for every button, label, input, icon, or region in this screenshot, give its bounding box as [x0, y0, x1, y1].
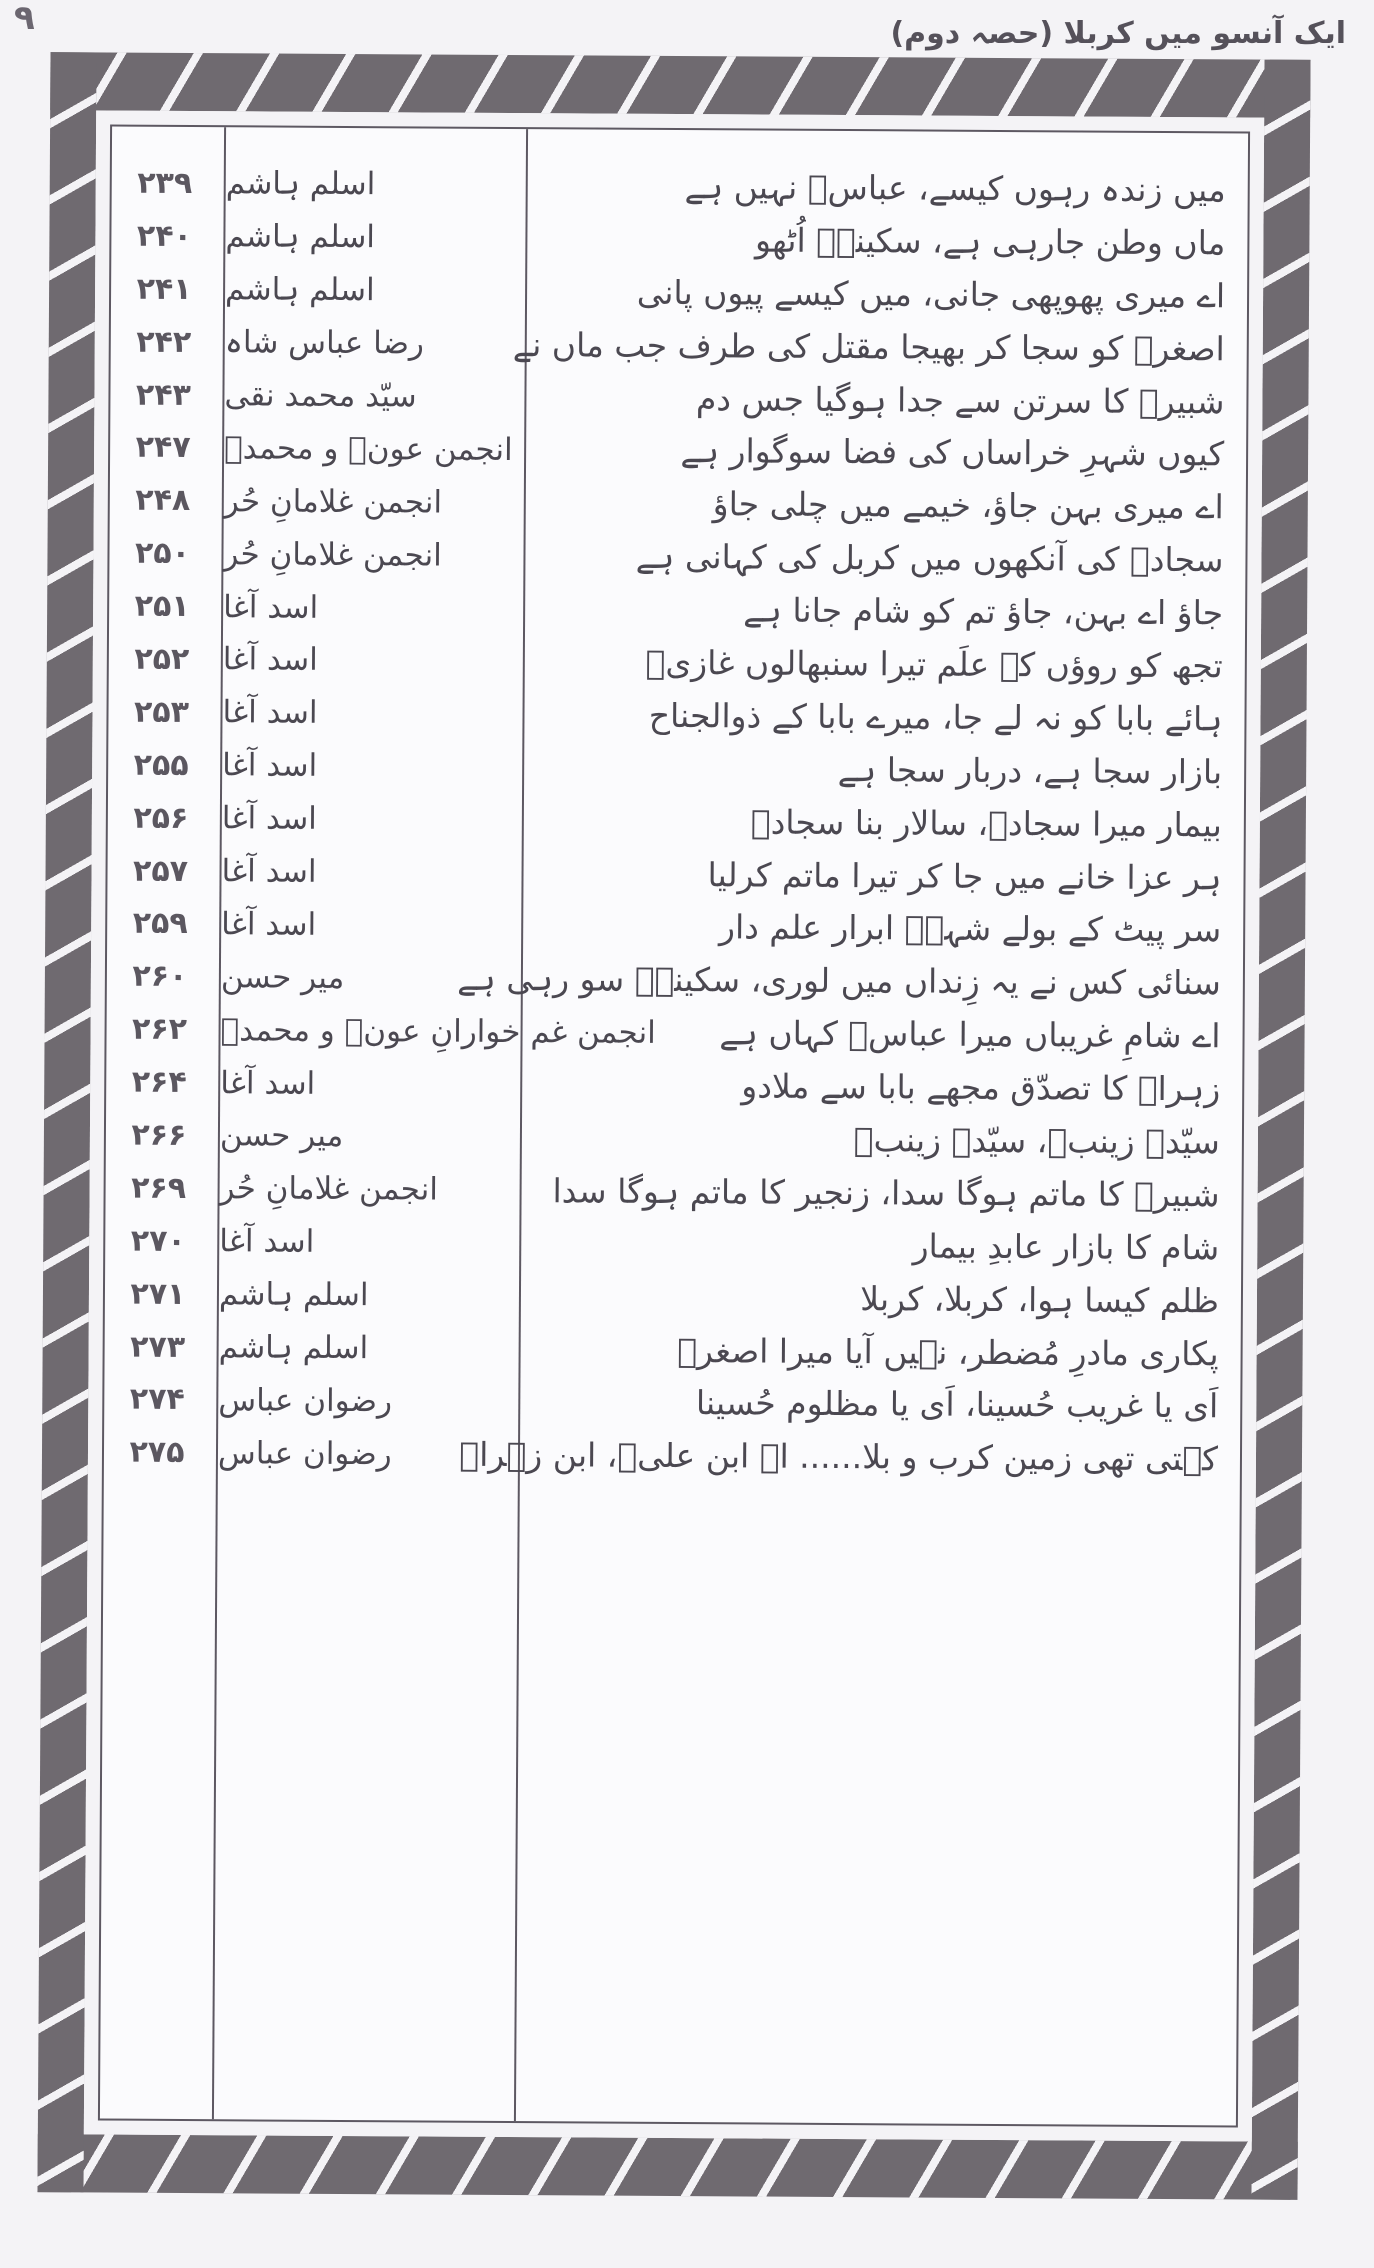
entry-page-number: ۲۵۷	[132, 853, 189, 889]
poet-column	[214, 127, 656, 2121]
entry-page-number: ۲۶۴	[131, 1064, 187, 1101]
entry-poet: اسلم ہاشم	[225, 218, 376, 256]
entry-title: کہتی تھی زمین کرب و بلا...... اے ابن علیؑ، ابن زہراؑ	[459, 1435, 1219, 1479]
entry-title: تجھ کو روؤں کہ علَم تیرا سنبھالوں غازیؑ	[645, 642, 1223, 686]
entry-poet: اسد آغا	[221, 853, 317, 890]
entry-page-number: ۲۵۶	[133, 800, 189, 836]
title-column	[457, 129, 1248, 2125]
entry-page-number: ۲۵۰	[134, 535, 191, 572]
entry-title: کیوں شہرِ خراساں کی فضا سوگوار ہے	[680, 431, 1225, 474]
entry-title: اصغرؑ کو سجا کر بھیجا مقتل کی طرف جب ماں نے	[512, 324, 1225, 368]
entry-page-number: ۲۴۱	[136, 271, 192, 307]
entry-page-number: ۲۵۳	[133, 694, 190, 730]
entry-poet: رضوان عباس	[217, 1435, 392, 1473]
entry-title: اے میری پھوپھی جانی، میں کیسے پیوں پانی	[636, 272, 1226, 316]
page-column-rows	[104, 157, 224, 1480]
entry-poet: انجمن غلامانِ حُر	[219, 1170, 438, 1208]
entry-page-number: ۲۷۴	[129, 1382, 185, 1418]
entry-title: ہائے بابا کو نہ لے جا، میرے بابا کے ذوالجناح	[648, 695, 1223, 739]
entry-poet: انجمن عونؑ و محمدؑ	[224, 430, 513, 468]
entry-page-number: ۲۶۶	[131, 1117, 187, 1153]
entry-title: زہراؑ کا تصدّق مجھے بابا سے ملادو	[741, 1066, 1221, 1109]
entry-poet: اسلم ہاشم	[218, 1276, 369, 1314]
entry-page-number: ۲۷۵	[129, 1434, 185, 1471]
entry-poet: اسد آغا	[219, 1223, 315, 1261]
entry-page-number: ۲۵۹	[132, 906, 188, 942]
entry-title: بیمار میرا سجادؑ، سالار بنا سجادؑ	[750, 802, 1222, 844]
entry-poet: اسلم ہاشم	[218, 1329, 369, 1367]
entry-poet: اسد آغا	[221, 800, 317, 837]
entry-title: جاؤ اے بہن، جاؤ تم کو شام جانا ہے	[743, 590, 1224, 633]
entry-title: شام کا بازار عابدِ بیمار	[912, 1226, 1220, 1268]
frame-border-bottom	[37, 2134, 1297, 2200]
entry-title: اَی یا غریب حُسینا، اَی یا مظلوم حُسینا	[695, 1383, 1219, 1426]
page-number: ۹	[14, 0, 35, 38]
page-column	[100, 127, 226, 2120]
entry-poet: انجمن غلامانِ حُر	[223, 535, 442, 574]
entry-title: ظلم کیسا ہوا، کربلا، کربلا	[860, 1278, 1220, 1320]
entry-title: سنائی کس نے یہ زِنداں میں لوری، سکینہؑ سو رہی ہے	[457, 958, 1222, 1003]
entry-title: پکاری مادرِ مُضطر، نہیں آیا میرا اصغرؑ	[677, 1330, 1219, 1373]
entry-page-number: ۲۴۳	[135, 377, 192, 413]
entry-poet: اسلم ہاشم	[225, 165, 376, 203]
entry-page-number: ۲۵۱	[134, 588, 190, 625]
entry-poet: اسلم ہاشم	[224, 271, 375, 309]
entry-page-number: ۲۷۳	[130, 1329, 186, 1365]
title-column-rows	[457, 159, 1248, 1486]
entry-poet: انجمن غلامانِ حُر	[223, 483, 443, 521]
entry-page-number: ۲۴۰	[136, 218, 193, 254]
entry-title: اے میری بہن جاؤ، خیمے میں چلی جاؤ	[712, 484, 1224, 527]
entry-page-number: ۲۶۹	[131, 1170, 187, 1206]
entry-poet: اسد آغا	[220, 1064, 316, 1102]
decorative-frame	[37, 52, 1310, 2200]
entry-title: سجادؑ کی آنکھوں میں کربل کی کہانی ہے	[635, 536, 1224, 580]
entry-page-number: ۲۴۲	[136, 324, 192, 360]
entry-page-number: ۲۳۹	[137, 165, 193, 201]
entry-poet: انجمن غم خوارانِ عونؑ و محمدؑ	[220, 1011, 656, 1051]
entry-poet: میر حسن	[220, 959, 345, 996]
entry-poet: سیّد محمد نقی	[224, 377, 417, 415]
entry-page-number: ۲۴۷	[135, 430, 191, 466]
entry-title: ماں وطن جارہی ہے، سکینہؑ اُٹھو	[754, 220, 1226, 263]
index-table	[100, 127, 1248, 2126]
entry-poet: اسد آغا	[222, 694, 318, 732]
entry-page-number: ۲۵۵	[133, 747, 189, 783]
poet-column-rows	[217, 157, 656, 1481]
running-title: ایک آنسو میں کربلا (حصہ دوم)	[890, 16, 1346, 51]
entry-title: سر پیٹ کے بولے شہہؑ ابرار علم دار	[718, 907, 1222, 950]
entry-page-number: ۲۶۲	[132, 1011, 188, 1048]
entry-poet: اسد آغا	[222, 641, 318, 679]
entry-page-number: ۲۴۸	[135, 482, 191, 519]
entry-page-number: ۲۷۰	[130, 1223, 186, 1259]
entry-title: اے شامِ غریباں میرا عباسؑ کہاں ہے	[719, 1013, 1221, 1056]
frame-border-top	[50, 52, 1310, 118]
entry-poet: اسد آغا	[221, 906, 317, 943]
entry-poet: اسد آغا	[222, 747, 318, 785]
entry-poet: میر حسن	[219, 1117, 344, 1155]
entry-title: ہر عزا خانے میں جا کر تیرا ماتم کرلیا	[707, 854, 1222, 897]
entry-title: میں زندہ رہوں کیسے، عباسؑ نہیں ہے	[684, 166, 1226, 210]
entry-poet: اسد آغا	[223, 588, 319, 626]
index-table-box	[98, 125, 1250, 2128]
entry-page-number: ۲۷۱	[130, 1276, 186, 1312]
entry-poet: رضا عباس شاہ	[224, 324, 425, 362]
entry-page-number: ۲۵۲	[134, 641, 190, 677]
entry-page-number: ۲۶۰	[132, 958, 188, 995]
entry-title: شبیرؑ کا ماتم ہوگا سدا، زنجیر کا ماتم ہوگا سدا	[552, 1171, 1220, 1215]
entry-title: بازار سجا ہے، دربار سجا ہے	[837, 749, 1223, 792]
entry-title: سیّدہ زینبؑ، سیّدہ زینبؑ	[853, 1120, 1221, 1162]
entry-poet: رضوان عباس	[218, 1382, 393, 1420]
entry-title: شبیرؑ کا سرتن سے جدا ہوگیا جس دم	[695, 378, 1225, 421]
